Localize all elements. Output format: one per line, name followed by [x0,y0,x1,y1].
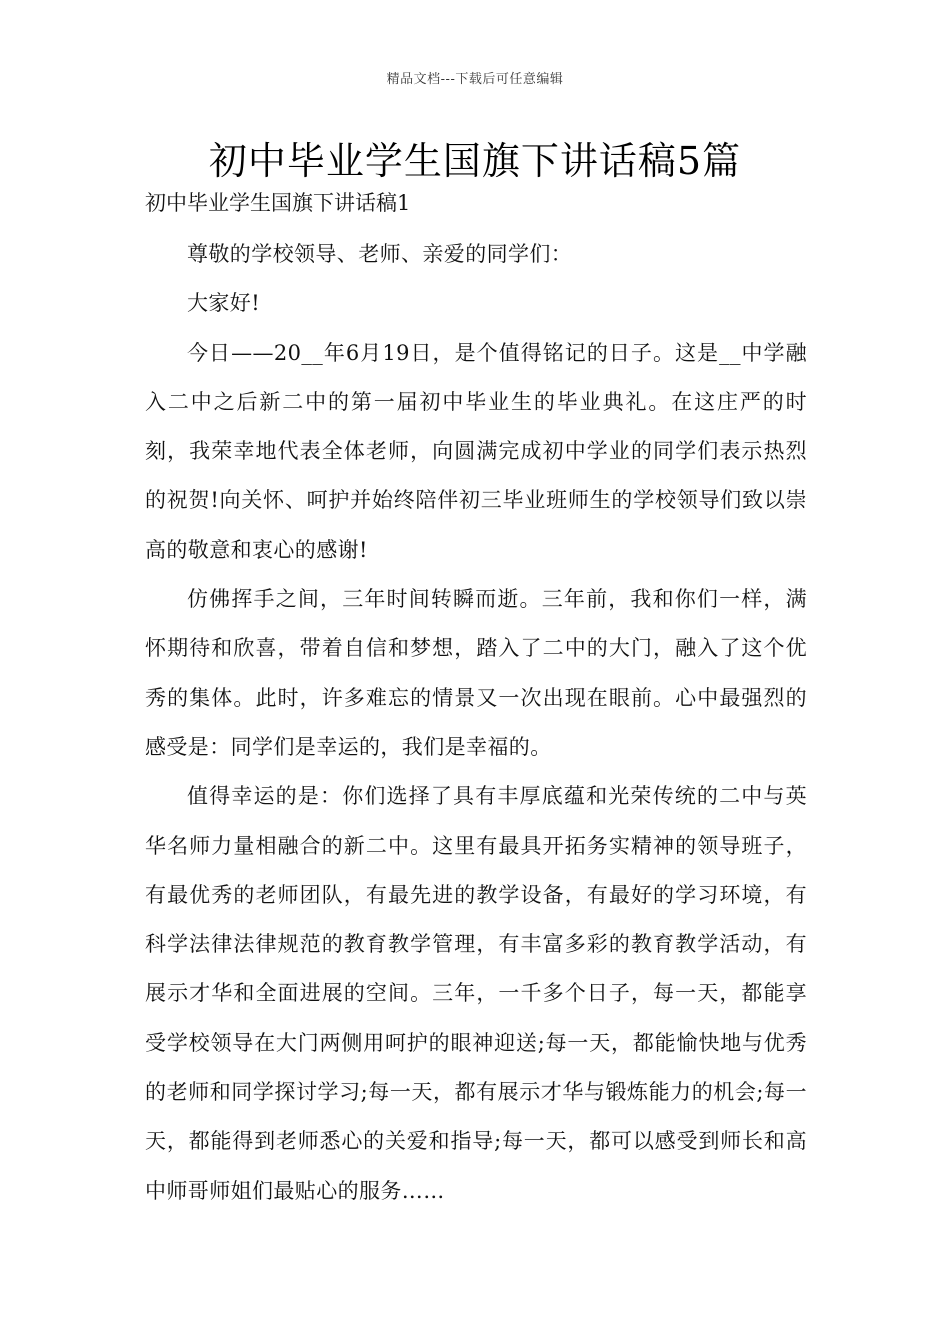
section-heading: 初中毕业学生国旗下讲话稿1 [145,191,411,215]
paragraph-body: 值得幸运的是：你们选择了具有丰厚底蕴和光荣传统的二中与英华名师力量相融合的新二中。这里有最具开拓务实精神的领导班子，有最优秀的老师团队，有最先进的教学设备，有最好的学习环境，有科学法律法律规范的教育教学管理，有丰富多彩的教育教学活动，有展示才华和全面进展的空间。三年，一千多个日子，每一天，都能享受学校领导在大门两侧用呵护的眼神迎送;每一天，都能愉快地与优秀的老师和同学探讨学习;每一天，都有展示才华与锻炼能力的机会;每一天，都能得到老师悉心的关爱和指导;每一天，都可以感受到师长和高中师哥师姐们最贴心的服务…… [145,784,807,1203]
paragraph-body: 今日——20__年6月19日，是个值得铭记的日子。这是__中学融入二中之后新二中的第一届初中毕业生的毕业典礼。在这庄严的时刻，我荣幸地代表全体老师，向圆满完成初中学业的同学们表示热烈的祝贺!向关怀、呵护并始终陪伴初三毕业班师生的学校领导们致以崇高的敬意和衷心的感谢! [145,340,807,562]
document-title: 初中毕业学生国旗下讲话稿5篇 [208,139,742,183]
paragraph-greeting: 大家好! [187,291,261,316]
paragraph-body: 仿佛挥手之间，三年时间转瞬而逝。三年前，我和你们一样，满怀期待和欣喜，带着自信和梦想，踏入了二中的大门，融入了这个优秀的集体。此时，许多难忘的情景又一次出现在眼前。心中最强烈的感受是：同学们是幸运的，我们是幸福的。 [145,587,807,759]
body-text [145,230,807,1216]
paragraph-salutation: 尊敬的学校领导、老师、亲爱的同学们： [187,242,573,266]
header-note: 精品文档---下载后可任意编辑 [386,72,564,87]
